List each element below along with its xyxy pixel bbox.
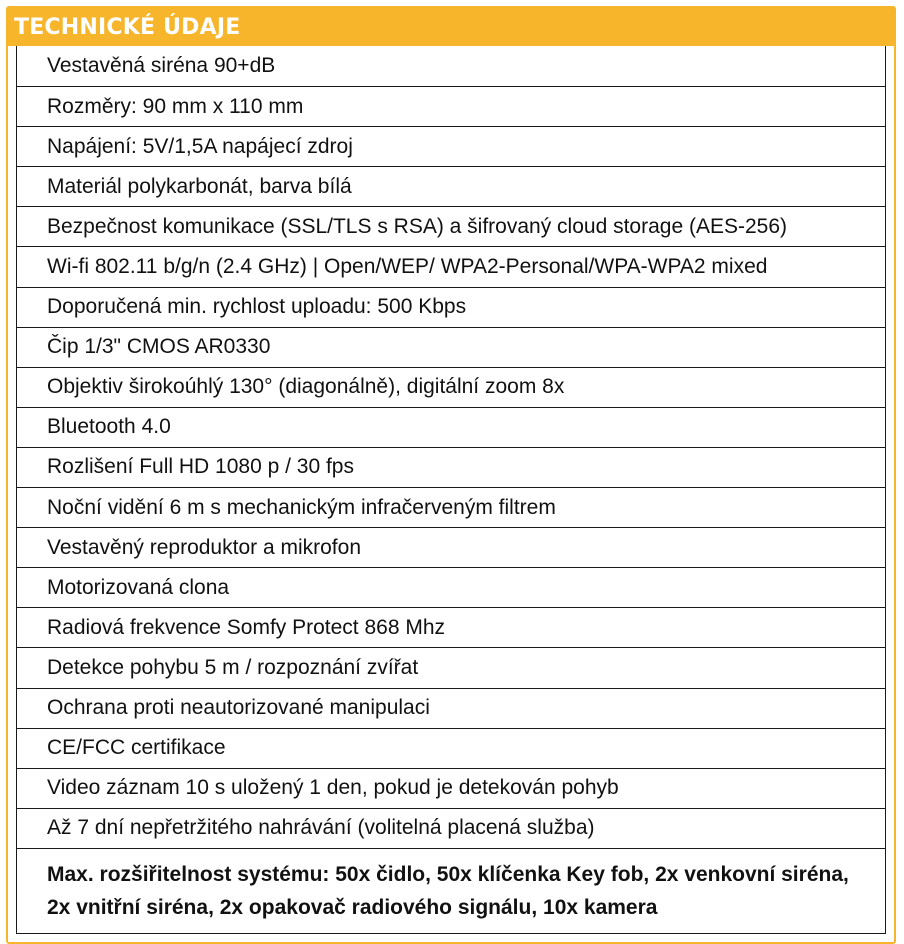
- spec-row: Vestavěný reproduktor a mikrofon: [16, 527, 886, 567]
- spec-row: Vestavěná siréna 90+dB: [16, 46, 886, 86]
- spec-row: Materiál polykarbonát, barva bílá: [16, 166, 886, 206]
- table-bottom-margin: [8, 934, 894, 942]
- spec-row: Čip 1/3" CMOS AR0330: [16, 327, 886, 367]
- spec-row: Wi-fi 802.11 b/g/n (2.4 GHz) | Open/WEP/ WPA2-Personal/WPA-WPA2 mixed: [16, 246, 886, 286]
- spec-row: Doporučená min. rychlost uploadu: 500 Kbps: [16, 287, 886, 327]
- spec-row: CE/FCC certifikace: [16, 728, 886, 768]
- spec-row: Napájení: 5V/1,5A napájecí zdroj: [16, 126, 886, 166]
- spec-row: Video záznam 10 s uložený 1 den, pokud je detekován pohyb: [16, 768, 886, 808]
- spec-row: Motorizovaná clona: [16, 567, 886, 607]
- spec-row-max-expansion: Max. rozšiřitelnost systému: 50x čidlo, 50x klíčenka Key fob, 2x venkovní siréna, 2x vnitřní siréna, 2x opakovač radiového signálu, 10x kamera: [16, 848, 886, 934]
- spec-row: Radiová frekvence Somfy Protect 868 Mhz: [16, 607, 886, 647]
- spec-rows: [8, 46, 894, 934]
- spec-row: Noční vidění 6 m s mechanickým infračerveným filtrem: [16, 487, 886, 527]
- spec-row: Rozměry: 90 mm x 110 mm: [16, 86, 886, 126]
- section-title: TECHNICKÉ ÚDAJE: [8, 8, 894, 46]
- spec-row: Detekce pohybu 5 m / rozpoznání zvířat: [16, 647, 886, 687]
- spec-row: Rozlišení Full HD 1080 p / 30 fps: [16, 447, 886, 487]
- spec-row: Objektiv širokoúhlý 130° (diagonálně), digitální zoom 8x: [16, 367, 886, 407]
- spec-row: Ochrana proti neautorizované manipulaci: [16, 688, 886, 728]
- spec-row: Bluetooth 4.0: [16, 407, 886, 447]
- spec-table: [6, 6, 896, 944]
- spec-row: Bezpečnost komunikace (SSL/TLS s RSA) a šifrovaný cloud storage (AES-256): [16, 206, 886, 246]
- spec-row: Až 7 dní nepřetržitého nahrávání (volitelná placená služba): [16, 808, 886, 848]
